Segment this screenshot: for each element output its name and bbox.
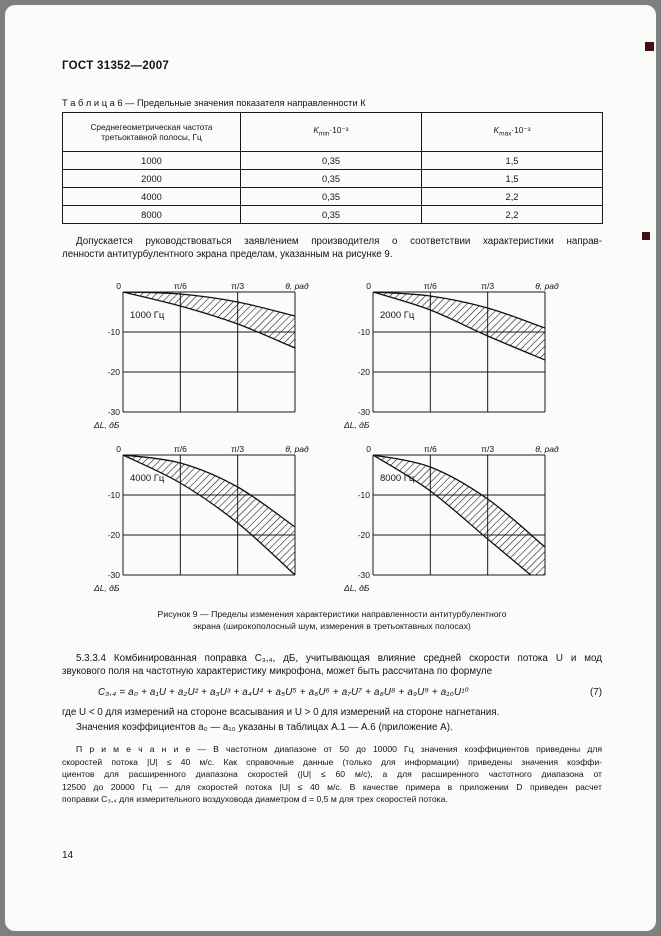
svg-text:1000 Гц: 1000 Гц [130, 310, 165, 321]
svg-text:-20: -20 [107, 530, 120, 540]
svg-text:π/3: π/3 [231, 281, 245, 291]
cell-frequency: 8000 [63, 206, 241, 224]
svg-text:0: 0 [366, 444, 371, 454]
figure-4000hz [93, 442, 321, 595]
paragraph-directivity [62, 235, 602, 261]
svg-text:θ, рад: θ, рад [285, 281, 309, 291]
cell-kmin: 0,35 [241, 188, 422, 206]
table-row [63, 188, 603, 206]
section-5334 [62, 652, 602, 678]
cell-kmax: 2,2 [422, 188, 603, 206]
svg-text:-10: -10 [107, 490, 120, 500]
coefficients-reference: Значения коэффициентов a₀ — a₁₀ указаны в таблицах А.1 — А.6 (приложение А). [76, 722, 453, 733]
directivity-chart [343, 279, 571, 432]
svg-text:ΔL, дБ: ΔL, дБ [94, 420, 120, 430]
figure-caption [62, 609, 602, 632]
figure-2000hz [343, 279, 571, 432]
note-line: скоростей потока |U| ≤ 40 м/с. Как справочные данные (только для информации) приведены значения коэффи- [62, 756, 602, 767]
cell-frequency: 1000 [63, 152, 241, 170]
paragraph-line: ленности антитурбулентного экрана пределам, указанным на рисунке 9. [62, 249, 393, 260]
svg-text:-10: -10 [357, 490, 370, 500]
directivity-chart [93, 442, 321, 595]
svg-text:-30: -30 [357, 407, 370, 417]
svg-text:θ, рад: θ, рад [535, 281, 559, 291]
kmin-subscript: min [318, 130, 330, 138]
note-line: поправки C₃,₄ для измерительного воздуховода диаметром d = 0,5 м для трех скоростей потока. [62, 794, 448, 805]
svg-text:-20: -20 [107, 367, 120, 377]
table-row [63, 170, 603, 188]
kmax-subscript: max [499, 130, 512, 138]
svg-text:2000 Гц: 2000 Гц [380, 310, 415, 321]
edit-marker [642, 232, 650, 240]
document-page [5, 5, 656, 931]
section-line: 5.3.3.4 Комбинированная поправка C₃,₄, дБ, учитывающая влияние средней скорости потока U и мод [76, 653, 602, 664]
table-header-kmin [241, 113, 422, 152]
svg-text:ΔL, дБ: ΔL, дБ [94, 583, 120, 593]
page-content [62, 60, 602, 806]
note-line: циентов для расширенного диапазона скоростей (|U| ≤ 60 м/с), а для расширенного частотного диапазона от [62, 769, 602, 780]
svg-text:π/3: π/3 [231, 444, 245, 454]
cell-kmax: 2,2 [422, 206, 603, 224]
cell-kmax: 1,5 [422, 170, 603, 188]
kmin-symbol: K [313, 124, 319, 135]
figure-caption-line: Рисунок 9 — Пределы изменения характеристики направленности антитурбулентного [157, 609, 507, 619]
svg-text:ΔL, дБ: ΔL, дБ [344, 583, 370, 593]
figure-8000hz [343, 442, 571, 595]
table-row [63, 152, 603, 170]
svg-text:0: 0 [366, 281, 371, 291]
svg-text:4000 Гц: 4000 Гц [130, 473, 165, 484]
svg-text:8000 Гц: 8000 Гц [380, 473, 415, 484]
directivity-chart [93, 279, 321, 432]
svg-text:π/6: π/6 [173, 281, 187, 291]
cell-kmax: 1,5 [422, 152, 603, 170]
kmax-symbol: K [493, 124, 500, 135]
svg-text:π/3: π/3 [481, 444, 495, 454]
table-header-kmax [422, 113, 603, 152]
figure-row-top [62, 279, 602, 432]
svg-text:θ, рад: θ, рад [535, 444, 559, 454]
formula-number: (7) [590, 687, 602, 698]
page-number: 14 [62, 850, 74, 861]
figure-9 [62, 279, 602, 632]
svg-text:-30: -30 [357, 570, 370, 580]
directivity-chart [343, 442, 571, 595]
figure-caption-line: экрана (широкополосный шум, измерения в третьоктавных полосах) [193, 620, 471, 631]
formula-7 [62, 687, 602, 698]
table-header-frequency: Среднегеометрическая частота третьоктавной полосы, Гц [63, 113, 241, 152]
svg-text:-10: -10 [357, 327, 370, 337]
svg-text:-30: -30 [107, 570, 120, 580]
svg-text:-20: -20 [357, 530, 370, 540]
svg-text:-30: -30 [107, 407, 120, 417]
figure-1000hz [93, 279, 321, 432]
cell-frequency: 4000 [63, 188, 241, 206]
svg-text:0: 0 [116, 281, 121, 291]
svg-text:-10: -10 [107, 327, 120, 337]
svg-text:π/6: π/6 [423, 444, 437, 454]
svg-text:π/3: π/3 [481, 281, 495, 291]
cell-kmin: 0,35 [241, 152, 422, 170]
svg-text:0: 0 [116, 444, 121, 454]
svg-text:θ, рад: θ, рад [285, 444, 309, 454]
note-block [62, 743, 602, 806]
cell-frequency: 2000 [63, 170, 241, 188]
paragraph-line: Допускается руководствоваться заявлением производителя о соответствии характеристики направ- [76, 236, 602, 247]
svg-text:π/6: π/6 [423, 281, 437, 291]
svg-text:ΔL, дБ: ΔL, дБ [344, 420, 370, 430]
doc-header: ГОСТ 31352—2007 [62, 60, 170, 72]
where-clause: где U < 0 для измерений на стороне всасывания и U > 0 для измерений на стороне нагнетания. [62, 707, 500, 718]
cell-kmin: 0,35 [241, 206, 422, 224]
kmin-multiplier: ·10⁻³ [329, 124, 349, 135]
svg-text:-20: -20 [357, 367, 370, 377]
figure-row-bottom [62, 442, 602, 595]
table-6 [62, 112, 603, 224]
table-caption: Т а б л и ц а 6 — Предельные значения показателя направленности К [62, 98, 366, 108]
formula-text: C₃,₄ = a₀ + a₁U + a₂U² + a₃U³ + a₄U⁴ + a₅U⁵ + a₆U⁶ + a₇U⁷ + a₈U⁸ + a₉U⁹ + a₁₀U¹⁰ [98, 687, 469, 698]
table-row [63, 206, 603, 224]
note-line: 12500 до 20000 Гц — для скоростей потока |U| ≤ 40 м/с. В качестве примера в приложении D приведен расчет [62, 781, 602, 792]
note-line: П р и м е ч а н и е — В частотном диапазоне от 50 до 10000 Гц значения коэффициентов приведены для [76, 744, 602, 754]
table-header-row [63, 113, 603, 152]
cell-kmin: 0,35 [241, 170, 422, 188]
section-line: звукового поля на частотную характеристику микрофона, может быть рассчитана по формуле [62, 666, 493, 677]
edit-marker [645, 42, 654, 51]
svg-text:π/6: π/6 [173, 444, 187, 454]
kmax-multiplier: ·10⁻³ [511, 124, 531, 135]
